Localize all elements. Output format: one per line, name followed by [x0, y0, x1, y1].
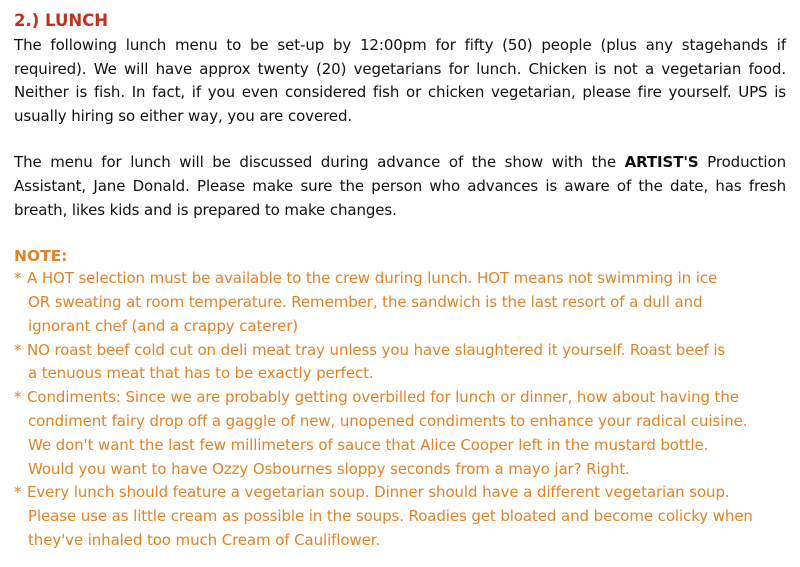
paragraph-text-after: Production Assistant, Jane Donald. Please make sure the person who advances is aware of the date, has fresh breath, likes kids and is prepared to make changes. [14, 153, 786, 219]
note-list-item [14, 481, 786, 552]
note-line: Every lunch should feature a vegetarian soup. Dinner should have a different vegetarian soup. [27, 483, 730, 502]
note-list [14, 267, 786, 553]
note-title: NOTE: [14, 247, 68, 266]
artist-emphasis: ARTIST'S [624, 153, 699, 172]
note-line: We don't want the last few millimeters of sauce that Alice Cooper left in the mustard bottle. [28, 435, 709, 454]
note-line: ignorant chef (and a crappy caterer) [28, 316, 299, 335]
paragraph-text-before: The menu for lunch will be discussed during advance of the show with the [14, 153, 625, 172]
bullet-marker: * [14, 388, 22, 407]
note-line: A HOT selection must be available to the crew during lunch. HOT means not swimming in ice [27, 269, 718, 288]
menu-discussion-paragraph [14, 151, 786, 222]
lunch-paragraph: The following lunch menu to be set-up by 12:00pm for fifty (50) people (plus any stagehands if required). We will have approx twenty (20) vegetarians for lunch. Chicken is not a vegetarian food. Neither is fish. In fact, if you even considered fish or chicken vegetarian, please fire yourself. UPS is usually hiring so either way, you are covered. [14, 36, 786, 125]
note-line: condiment fairy drop off a gaggle of new, unopened condiments to enhance your radical cuisine. [28, 411, 748, 430]
note-line: Please use as little cream as possible in the soups. Roadies get bloated and become colicky when [28, 507, 753, 526]
note-line: Would you want to have Ozzy Osbournes sloppy seconds from a mayo jar? Right. [28, 459, 630, 478]
section-heading: 2.) LUNCH [14, 11, 109, 30]
note-list-item [14, 386, 786, 481]
bullet-marker: * [14, 483, 22, 502]
document-page [14, 10, 786, 553]
bullet-marker: * [14, 340, 22, 359]
note-line: NO roast beef cold cut on deli meat tray unless you have slaughtered it yourself. Roast beef is [27, 340, 726, 359]
bullet-marker: * [14, 269, 22, 288]
note-list-item [14, 267, 786, 338]
note-line: they've inhaled too much Cream of Cauliflower. [28, 530, 381, 549]
note-line: OR sweating at room temperature. Remember, the sandwich is the last resort of a dull and [28, 292, 703, 311]
note-list-item [14, 339, 786, 387]
note-line: a tenuous meat that has to be exactly perfect. [28, 364, 374, 383]
note-line: Condiments: Since we are probably getting overbilled for lunch or dinner, how about having the [27, 388, 739, 407]
